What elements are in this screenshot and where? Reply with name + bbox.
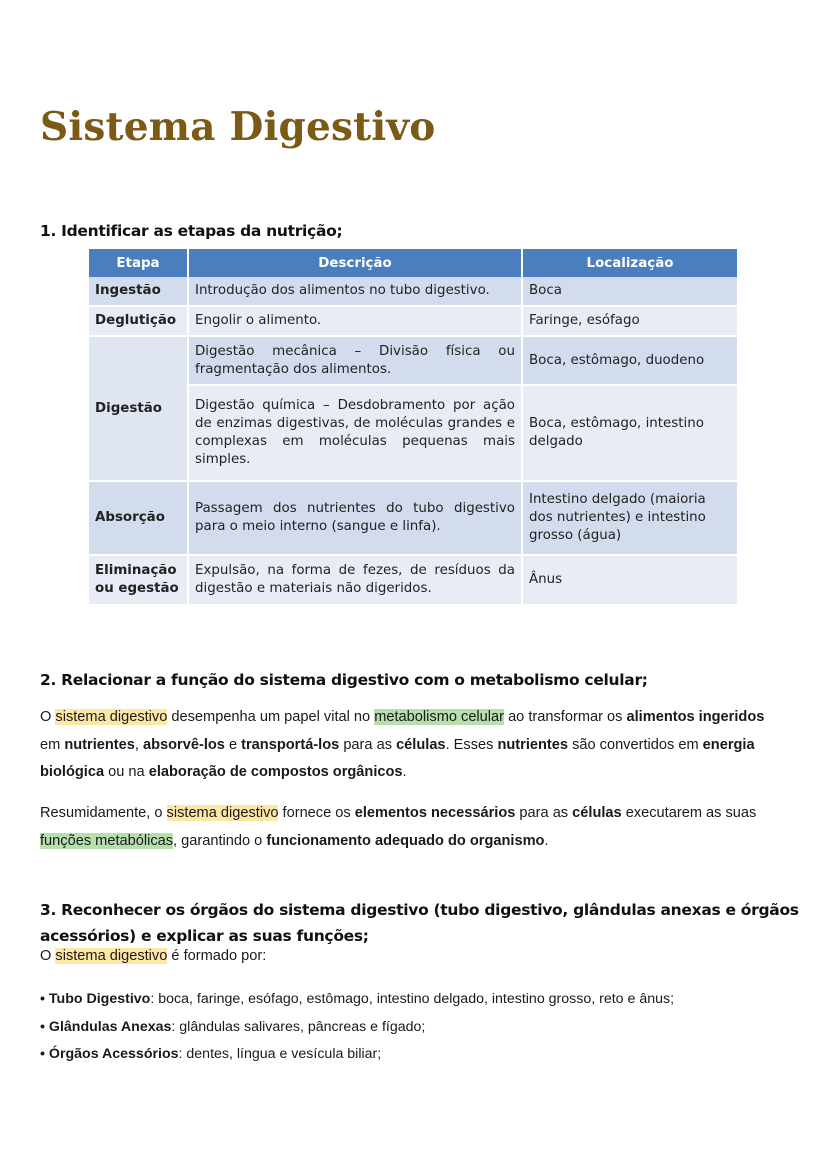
table-row xyxy=(89,336,737,385)
organs-list xyxy=(40,986,674,1069)
list-item-text: : boca, faringe, esófago, estômago, intestino delgado, intestino grosso, reto e ânus; xyxy=(150,991,675,1007)
text-run: em xyxy=(40,736,65,753)
table-header-etapa: Etapa xyxy=(89,249,188,277)
table-row xyxy=(89,481,737,555)
table-cell-localizacao: Boca, estômago, intestino delgado xyxy=(522,385,737,481)
list-item-label: Glândulas Anexas xyxy=(48,1018,172,1035)
table-cell-etapa: Digestão xyxy=(89,336,188,481)
text-run: Resumidamente, o xyxy=(40,805,167,821)
bold-term: transportá-los xyxy=(241,736,340,753)
list-item-label: Tubo Digestivo xyxy=(48,991,151,1007)
highlight-sistema-digestivo: sistema digestivo xyxy=(55,709,168,725)
bold-term: energia biológica xyxy=(40,736,755,780)
table-row xyxy=(89,555,737,605)
list-item-label: Órgãos Acessórios xyxy=(48,1046,179,1062)
list-item xyxy=(40,986,674,1014)
table-cell-descricao: Expulsão, na forma de fezes, de resíduos da digestão e materiais não digeridos. xyxy=(188,555,522,605)
table-cell-localizacao: Boca, estômago, duodeno xyxy=(522,336,737,385)
table-cell-etapa: Absorção xyxy=(89,481,188,555)
text-run: . xyxy=(544,832,549,849)
table-cell-etapa: Deglutição xyxy=(89,306,188,336)
section-2-heading: 2. Relacionar a função do sistema digestivo com o metabolismo celular; xyxy=(40,671,648,689)
text-run: , garantindo o xyxy=(173,832,267,849)
text-run: ou na xyxy=(104,764,149,780)
bold-term: nutrientes xyxy=(64,736,135,753)
text-run: executarem as suas xyxy=(621,805,757,821)
bold-term: nutrientes xyxy=(497,736,569,753)
highlight-funcoes-metabolicas: funções metabólicas xyxy=(40,832,174,849)
table-header-localizacao: Localização xyxy=(522,249,737,277)
text-run: O xyxy=(40,948,56,964)
text-run: O xyxy=(40,709,56,725)
table-cell-localizacao: Ânus xyxy=(522,555,737,605)
highlight-sistema-digestivo: sistema digestivo xyxy=(166,805,279,821)
table-cell-descricao: Digestão mecânica – Divisão física ou fragmentação dos alimentos. xyxy=(188,336,522,385)
table-cell-localizacao: Intestino delgado (maioria dos nutrientes) e intestino grosso (água) xyxy=(522,481,737,555)
table-cell-etapa: Ingestão xyxy=(89,277,188,306)
bold-term: elaboração de compostos orgânicos xyxy=(148,764,403,780)
bold-term: células xyxy=(396,736,446,753)
table-cell-etapa: Eliminação ou egestão xyxy=(89,555,188,605)
text-run: é formado por: xyxy=(167,948,267,964)
nutrition-stages-table xyxy=(89,249,737,606)
list-item xyxy=(40,1041,674,1069)
table-cell-descricao: Passagem dos nutrientes do tubo digestivo para o meio interno (sangue e linfa). xyxy=(188,481,522,555)
text-run: para as xyxy=(339,736,397,753)
bold-term: células xyxy=(572,805,622,821)
text-run: desempenha um papel vital no xyxy=(167,709,375,725)
section-3-heading: 3. Reconhecer os órgãos do sistema digestivo (tubo digestivo, glândulas anexas e órgãos acessórios) e explicar as suas funções; xyxy=(40,901,799,945)
list-item-text: : dentes, língua e vesícula biliar; xyxy=(178,1046,382,1062)
text-run: . Esses xyxy=(445,736,498,753)
page-title: Sistema Digestivo xyxy=(40,104,436,150)
paragraph-intro xyxy=(40,943,790,971)
text-run: para as xyxy=(515,805,573,821)
table-cell-descricao: Engolir o alimento. xyxy=(188,306,522,336)
bold-term: elementos necessários xyxy=(354,805,516,821)
list-item-text: : glândulas salivares, pâncreas e fígado; xyxy=(171,1018,426,1035)
table-row xyxy=(89,277,737,306)
paragraph-summary xyxy=(40,800,790,855)
highlight-sistema-digestivo: sistema digestivo xyxy=(55,948,168,964)
list-item xyxy=(40,1014,674,1042)
table-cell-localizacao: Boca xyxy=(522,277,737,306)
table-cell-descricao: Introdução dos alimentos no tubo digestivo. xyxy=(188,277,522,306)
text-run: , xyxy=(134,736,143,753)
text-run: e xyxy=(224,736,242,753)
table-cell-localizacao: Faringe, esófago xyxy=(522,306,737,336)
text-run: são convertidos em xyxy=(568,736,703,753)
section-1-heading: 1. Identificar as etapas da nutrição; xyxy=(40,222,343,240)
bold-term: funcionamento adequado do organismo xyxy=(266,832,545,849)
table-header-descricao: Descrição xyxy=(188,249,522,277)
highlight-metabolismo-celular: metabolismo celular xyxy=(374,709,505,725)
text-run: ao transformar os xyxy=(504,709,627,725)
text-run: fornece os xyxy=(278,805,355,821)
table-cell-descricao: Digestão química – Desdobramento por ação de enzimas digestivas, de moléculas grandes e complexas em moléculas pequenas mais simples. xyxy=(188,385,522,481)
bold-term: absorvê-los xyxy=(142,736,225,753)
paragraph-metabolism xyxy=(40,704,790,787)
text-run: . xyxy=(402,764,407,780)
bold-term: alimentos ingeridos xyxy=(626,709,765,725)
table-row xyxy=(89,306,737,336)
